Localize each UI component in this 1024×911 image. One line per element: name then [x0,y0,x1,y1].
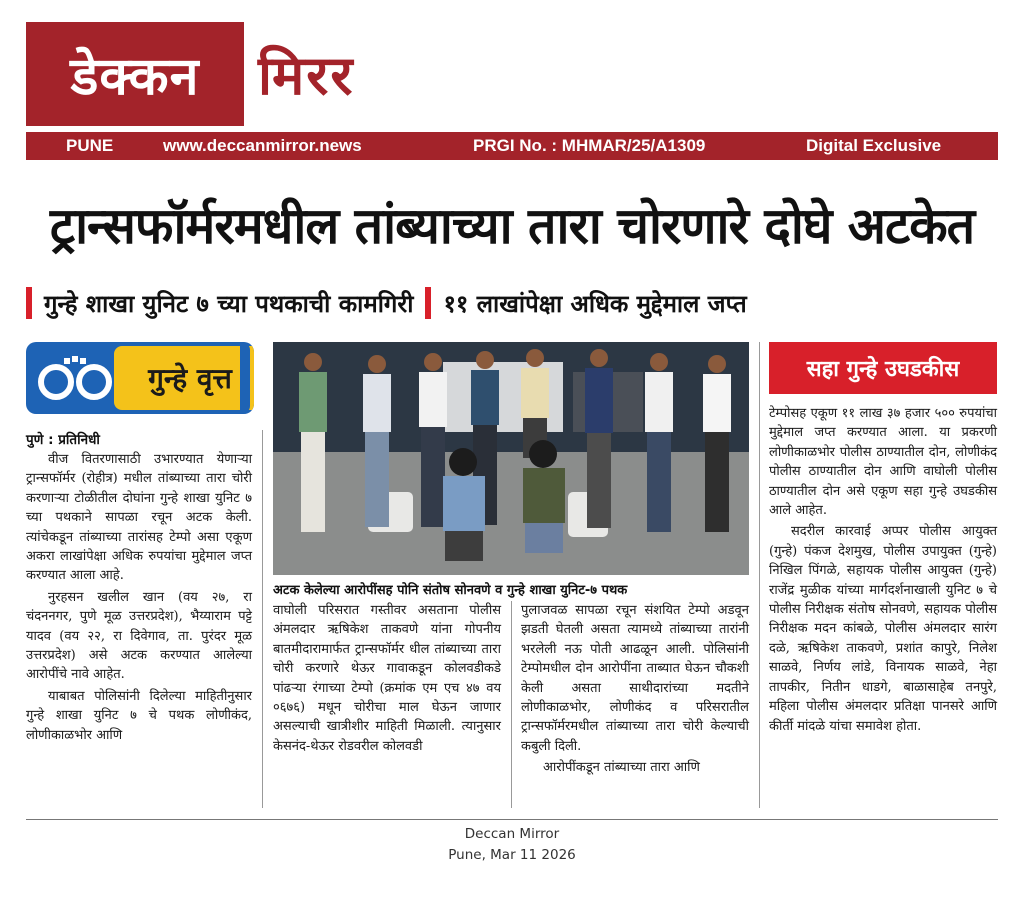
badge-edge [240,342,250,414]
column-2-paragraph: वाघोली परिसरात गस्तीवर असताना पोलीस अंमलदार ऋषिकेश ताकवणे यांना गोपनीय बातमीदारामार्फत ट्रान्सफॉर्मर धील तांब्याच्या तारा चोरी करणारे थेऊर गावाकडून कोलवडीकडे पांढऱ्या रंगाच्या टेम्पो (क्रमांक एम एच ४७ वय ०६७६) मधून चोरीचा माल घेऊन जाणार असल्याची खात्रीशीर माहिती मिळाली. त्यानुसार केसनंद-थेऊर रोडवरील कोलवडी [273,603,501,754]
column-divider [262,430,263,808]
prgi-number: PRGI No. : MHMAR/25/A1309 [473,136,706,155]
column-4-paragraph: सदरील कारवाई अप्पर पोलीस आयुक्त (गुन्हे) पंकज देशमुख, पोलीस उपायुक्त (गुन्हे) निखिल पिंगळे, सहायक पोलीस आयुक्त (गुन्हे) राजेंद्र मुळीक यांच्या मार्गदर्शनाखाली युनिट ७ चे पोलीस निरीक्षक संतोष सोनवणे, सहायक पोलीस निरीक्षक मदन कांबळे, पोलीस अंमलदार सारंग दळे, ऋषिकेश ताकवणे, प्रशांत कापुरे, निलेश साळवे, निर्णय लांडे, विनायक साळवे, नेहा तापकीर, नितीन धाडगे, बाळासाहेब तनपुरे, महिला पोलीस अंमलदार प्रतिक्षा पानसरे आणि कीर्ती मांदळे यांचा समावेश होता. [769,524,997,734]
column-4 [769,404,997,736]
subheadline [26,283,998,323]
column-1-paragraph: याबाबत पोलिसांनी दिलेल्या माहितीनुसार गुन्हे शाखा युनिट ७ चे पथक लोणीकंद, लोणीकाळभोर आणि [26,688,252,743]
column-4-paragraph: टेम्पोसह एकूण ११ लाख ३७ हजार ५०० रुपयांचा मुद्देमाल जप्त करण्यात आला. या प्रकरणी लोणीकाळभोर पोलीस ठाण्यातील दोन, लोणीकंद पोलीस ठाण्यातील दोन आणि वाघोली पोलीस ठाण्यातील दोन असे एकूण सहा गुन्हे उघडकीस आले आहेत. [769,406,997,519]
column-3 [521,601,749,778]
subhead-bar-mid [425,287,431,319]
footer-rule [26,819,998,820]
headline: ट्रान्सफॉर्मरमधील तांब्याच्या तारा चोरणारे दोघे अटकेत [49,197,975,255]
byline: पुणे : प्रतिनिधी [26,432,100,448]
logo-left-word: डेक्कन [26,22,244,126]
subhead-right-text: ११ लाखांपेक्षा अधिक मुद्देमाल जप्त [443,289,747,318]
section-label: गुन्हे वृत्त [114,346,254,410]
section-badge [26,342,254,414]
column-divider [759,342,760,808]
photo-caption: अटक केलेल्या आरोपींसह पोनि संतोष सोनवणे व गुन्हे शाखा युनिट-७ पथक [273,583,628,598]
edition-city: PUNE [66,136,114,155]
column-1-paragraph: नुरहसन खलील खान (वय २७, रा चंदननगर, पुणे मूळ उत्तरप्रदेश), भैय्याराम पट्टे यादव (वय २२, रा दिवेगाव, ता. पुरंदर मूळ उत्तरप्रदेश) असे अटक करण्यात आलेल्या आरोपींचे नावे आहेत. [26,589,252,683]
column-1 [26,450,252,745]
logo-right-word: मिरर [258,44,355,107]
footer-publication: Deccan Mirror [464,826,560,842]
footer-dateline: Pune, Mar 11 2026 [448,847,576,863]
subhead-left-text: गुन्हे शाखा युनिट ७ च्या पथकाची कामगिरी [44,289,414,318]
info-bar [26,132,998,160]
news-photo [273,342,749,575]
website-url[interactable]: www.deccanmirror.news [163,136,362,155]
column-3-paragraph: पुलाजवळ सापळा रचून संशयित टेम्पो अडवून झडती घेतली असता त्यामध्ये तांब्याच्या तारांनी भरलेली नऊ पोती आढळून आली. पोलिसांनी टेम्पोमधील दोन आरोपींना ताब्यात घेऊन चौकशी केली असता साथीदारांच्या मदतीने लोणीकाळभोर, लोणीकंद व परिसरातील ट्रान्सफॉर्मरमधील तांब्याच्या तारा चोरी केल्याची कबुली दिली. [521,603,749,754]
column-divider [511,601,512,808]
column-3-paragraph: आरोपींकडून तांब्याच्या तारा आणि [543,760,700,776]
column-2 [273,601,501,756]
masthead [26,22,998,132]
group-photo-illustration [273,342,749,575]
column-1-paragraph: वीज वितरणासाठी उभारण्यात येणाऱ्या ट्रान्सफॉर्मर (रोहीत्र) मधील तांब्याच्या तारा चोरी करणाऱ्या टोळीतील दोघांना गुन्हे शाखा युनिट ७ च्या पथकाने सापळा रचून अटक केली. त्यांचेकडून तांब्याच्या तारांसह टेम्पो असा एकूण अकरा लाखांपेक्षा अधिक रुपयांचा मुद्देमाल जप्त करण्यात आला आहे. [26,452,252,584]
subhead-bar-left [26,287,32,319]
handcuffs-icon [34,352,118,404]
edition-tag: Digital Exclusive [806,136,942,155]
red-tag: सहा गुन्हे उघडकीस [769,342,997,394]
